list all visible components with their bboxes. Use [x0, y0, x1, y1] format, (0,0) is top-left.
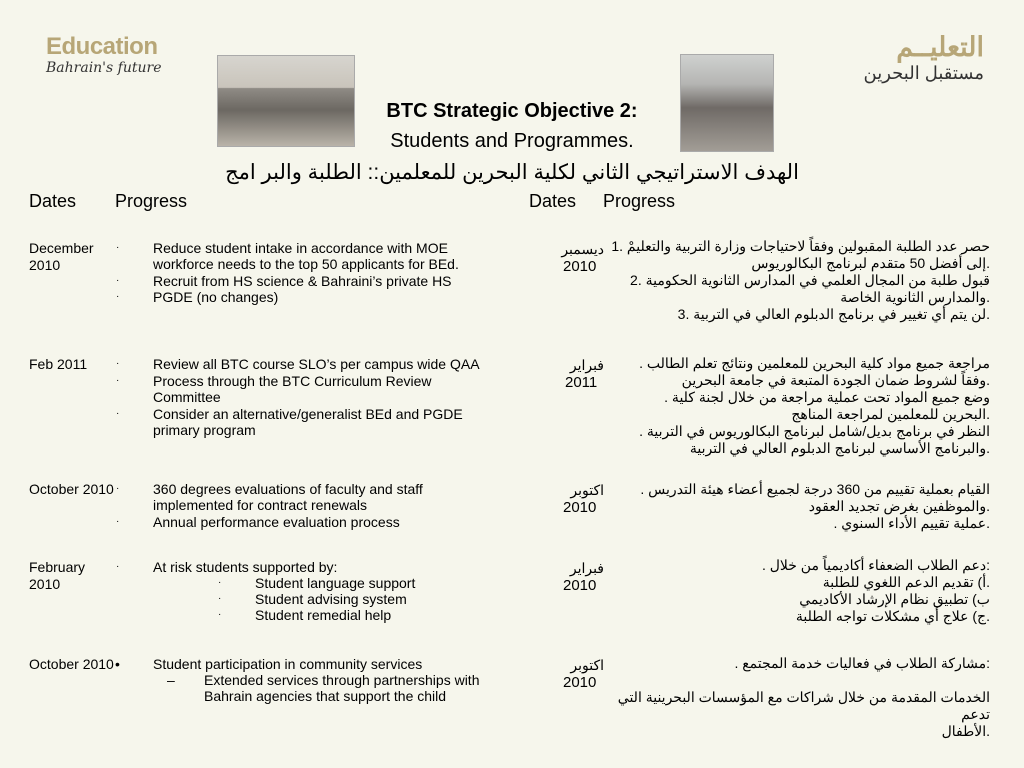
bullet-icon: ·	[116, 561, 120, 572]
arabic-month: اكتوبر	[570, 482, 604, 498]
logo-title: Education	[46, 33, 158, 60]
arabic-logo-subtitle: مستقبل البحرين	[863, 63, 984, 83]
spacer	[608, 672, 990, 689]
arabic-progress-line: .إلى أفضل 50 متقدم لبرنامج البكالوريوس	[751, 255, 990, 271]
row-date: October 2010	[29, 481, 114, 497]
arabic-row-date	[544, 481, 604, 517]
progress-item: Consider an alternative/generalist BEd and PGDE primary program	[153, 406, 463, 438]
arabic-row-date	[544, 356, 604, 392]
arabic-progress-block	[608, 238, 990, 323]
arabic-year: 2010	[563, 499, 597, 516]
dates-header: Dates	[29, 191, 77, 211]
row-date: October 2010	[29, 656, 114, 672]
bullet-icon: •	[115, 656, 120, 672]
bullet-icon: ·	[116, 291, 120, 302]
progress-item: PGDE (no changes)	[153, 289, 279, 305]
arabic-progress-line: .والبرنامج الأساسي لبرنامج الدبلوم العالي في التربية	[689, 440, 990, 456]
arabic-year: 2010	[563, 258, 597, 275]
arabic-progress-line: ب) تطبيق نظام الإرشاد الأكاديمي	[799, 591, 990, 607]
arabic-progress-line: وضع جميع المواد تحت عملية مراجعة من خلال لجنة كلية .	[664, 389, 990, 405]
progress-item: Process through the BTC Curriculum Review Committee	[153, 373, 432, 405]
arabic-progress-line: .ج) علاج أي مشكلات تواجه الطلبة	[795, 608, 990, 624]
progress-item: Recruit from HS science & Bahraini’s private HS	[153, 273, 452, 289]
dash-bullet-icon: –	[167, 672, 175, 688]
arabic-logo-title: التعليــم	[896, 32, 984, 62]
progress-item: Student participation in community services	[153, 656, 423, 672]
arabic-progress-line: .والموظفين بغرض تجديد العقود	[808, 498, 990, 514]
progress-item: Annual performance evaluation process	[153, 514, 400, 530]
arabic-progress-line: .لن يتم أي تغيير في برنامج الدبلوم العالي في التربية .3	[677, 306, 990, 322]
arabic-title: الهدف الاستراتيجي الثاني لكلية البحرين للمعلمين:: الطلبة والبر امج	[225, 161, 799, 184]
bullet-icon: ·	[116, 483, 120, 494]
bullet-icon: ·	[116, 242, 120, 253]
page-title: BTC Strategic Objective 2:	[386, 100, 638, 122]
arabic-row-date	[544, 559, 604, 595]
arabic-month: اكتوبر	[570, 657, 604, 673]
arabic-year: 2011	[565, 374, 598, 391]
arabic-progress-line: .الأطفال	[941, 723, 990, 739]
row-date: February 2010	[29, 559, 86, 592]
logo-subtitle: Bahrain's future	[46, 60, 162, 76]
bullet-icon: ·	[116, 408, 120, 419]
arabic-month: ديسمبر	[561, 241, 604, 257]
row-date: December 2010	[29, 240, 94, 273]
bullet-icon: ·	[218, 577, 222, 588]
arabic-progress-block	[608, 557, 990, 625]
arabic-row-date	[544, 656, 604, 692]
arabic-year: 2010	[563, 577, 597, 594]
education-logo	[46, 34, 176, 76]
progress-subitem: Student advising system	[255, 591, 407, 607]
dates-header-right: Dates	[529, 191, 577, 211]
bullet-icon: ·	[116, 275, 120, 286]
bullet-icon: ·	[218, 593, 222, 604]
arabic-year: 2010	[563, 674, 597, 691]
arabic-progress-block	[608, 481, 990, 532]
progress-subitem: Extended services through partnerships with Bahrain agencies that support the child	[204, 672, 480, 704]
arabic-progress-line: :دعم الطلاب الضعفاء أكاديمياً من خلال .	[761, 557, 990, 573]
arabic-progress-line: القيام بعملية تقييم من 360 درجة لجميع أعضاء هيئة التدريس .	[640, 481, 990, 497]
arabic-progress-block	[608, 355, 990, 457]
progress-subitem: Student language support	[255, 575, 416, 591]
arabic-progress-line: حصر عدد الطلبة المقبولين وفقاً لاحتياجات وزارة التربية والتعليمْ .1	[611, 238, 990, 254]
bullet-icon: ·	[116, 375, 120, 386]
arabic-progress-line: النظر في برنامج بديل/شامل لبرنامج البكالوريوس في التربية .	[639, 423, 990, 439]
progress-header: Progress	[115, 191, 188, 211]
arabic-progress-line: الخدمات المقدمة من خلال شراكات مع المؤسسات البحرينية التي تدعم	[617, 689, 990, 722]
arabic-progress-line: :مشاركة الطلاب في فعاليات خدمة المجتمع .	[734, 655, 990, 671]
progress-subitem: Student remedial help	[255, 607, 392, 623]
progress-item: Reduce student intake in accordance with MOE workforce needs to the top 50 applicants for BEd.	[153, 240, 459, 272]
arabic-progress-line: .البحرين للمعلمين لمراجعة المناهج	[791, 406, 990, 422]
row-date: Feb 2011	[29, 356, 88, 372]
bullet-icon: ·	[116, 516, 120, 527]
arabic-progress-line: .أ) تقديم الدعم اللغوي للطلبة	[822, 574, 990, 590]
arabic-logo	[844, 32, 984, 84]
bullet-icon: ·	[116, 358, 120, 369]
progress-header-right: Progress	[603, 191, 676, 211]
bullet-icon: ·	[218, 609, 222, 620]
arabic-row-date	[544, 240, 604, 276]
progress-item: At risk students supported by:	[153, 559, 338, 575]
arabic-progress-line: .عملية تقييم الأداء السنوي .	[833, 515, 990, 531]
progress-item: Review all BTC course SLO’s per campus wide QAA	[153, 356, 480, 372]
arabic-progress-block	[608, 655, 990, 740]
arabic-month: فبراير	[569, 560, 604, 576]
arabic-progress-line: قبول طلبة من المجال العلمي في المدارس الثانوية الحكومية .2	[630, 272, 990, 288]
arabic-progress-line: .والمدارس الثانوية الخاصة	[840, 289, 990, 305]
arabic-month: فبراير	[569, 357, 604, 373]
page-subtitle: Students and Programmes.	[390, 130, 634, 152]
arabic-progress-line: مراجعة جميع مواد كلية البحرين للمعلمين ونتائج تعلم الطالب .	[639, 355, 990, 371]
progress-item: 360 degrees evaluations of faculty and staff implemented for contract renewals	[153, 481, 423, 513]
arabic-progress-line: .وفقاً لشروط ضمان الجودة المتبعة في جامعة البحرين	[681, 372, 990, 388]
